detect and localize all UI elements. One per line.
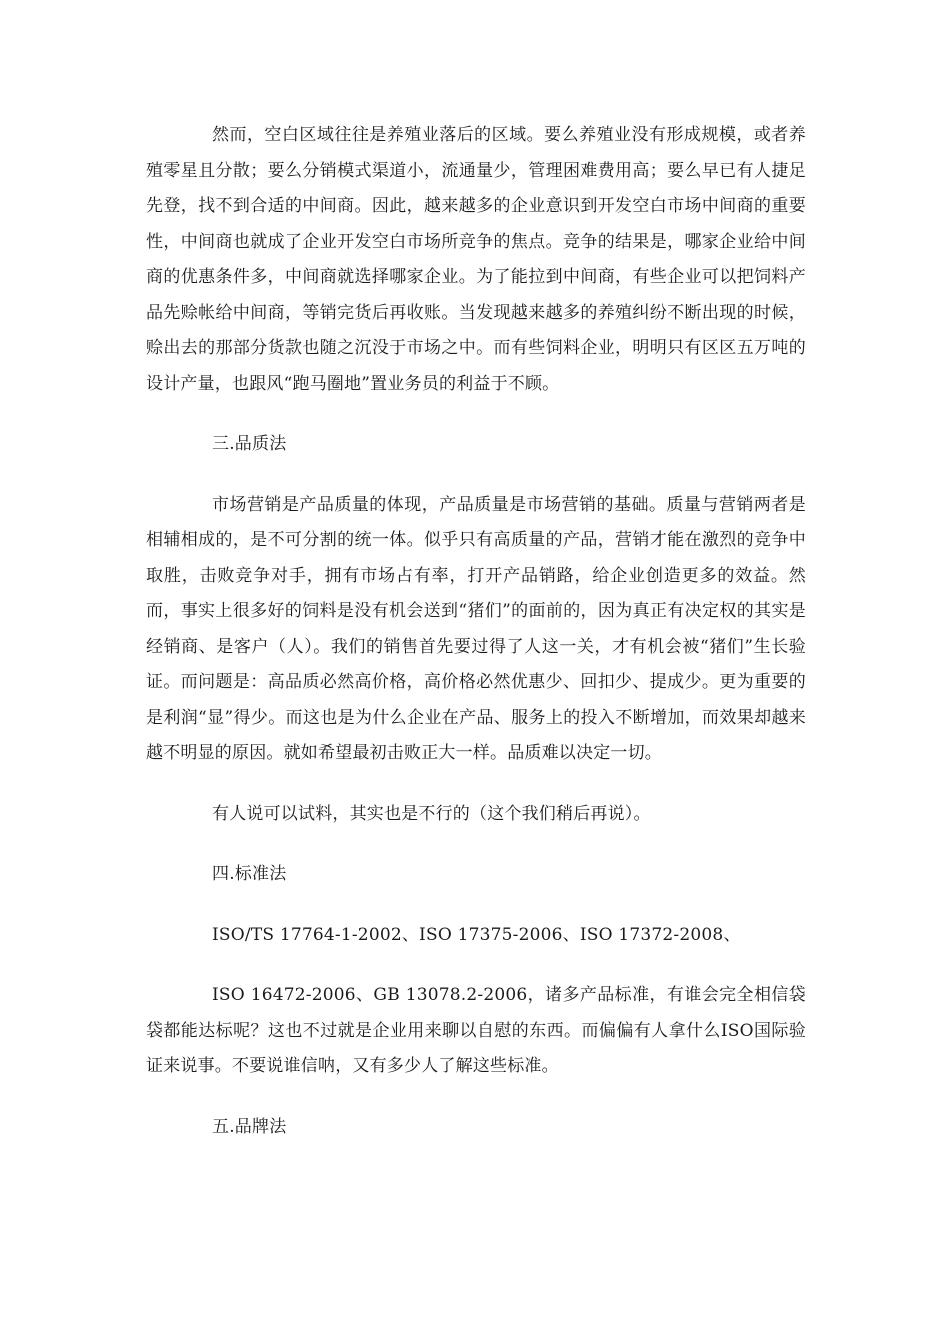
spacer: [146, 463, 806, 488]
spacer: [146, 402, 806, 427]
spacer: [146, 832, 806, 857]
spacer: [146, 1085, 806, 1110]
spacer: [146, 893, 806, 918]
section-heading-standard: 四.标准法: [212, 864, 287, 884]
spacer: [146, 953, 806, 978]
paragraph-blank-market: 然而，空白区域往往是养殖业落后的区域。要么养殖业没有形成规模，或者养殖零星且分散；要么分销模式渠道小，流通量少，管理困难费用高；要么早已有人捷足先登，找不到合适的中间商。因此，越来越多的企业意识到开发空白市场中间商的重要性，中间商也就成了企业开发空白市场所竞争的焦点。竞争的结果是，哪家企业给中间商的优惠条件多，中间商就选择哪家企业。为了能拉到中间商，有些企业可以把饲料产品先赊帐给中间商，等销完货后再收账。当发现越来越多的养殖纠纷不断出现的时候，赊出去的那部分货款也随之沉没于市场之中。而有些饲料企业，明明只有区区五万吨的设计产量，也跟风“跑马圈地”置业务员的利益于不顾。: [146, 125, 806, 394]
paragraph-quality: 市场营销是产品质量的体现，产品质量是市场营销的基础。质量与营销两者是相辅相成的，是不可分割的统一体。似乎只有高质量的产品，营销才能在激烈的竞争中取胜，击败竞争对手，拥有市场占有率，打开产品销路，给企业创造更多的效益。然而，事实上很多好的饲料是没有机会送到“猪们”的面前的，因为真正有决定权的其实是经销商、是客户（人）。我们的销售首先要过得了人这一关，才有机会被“猪们”生长验证。而问题是：高品质必然高价格，高价格必然优惠少、回扣少、提成少。更为重要的是利润“显”得少。而这也是为什么企业在产品、服务上的投入不断增加，而效果却越来越不明显的原因。就如希望最初击败正大一样。品质难以决定一切。: [146, 494, 806, 763]
paragraph-iso-list: ISO/TS 17764-1-2002、ISO 17375-2006、ISO 17372-2008、: [212, 924, 741, 945]
section-heading-quality: 三.品质法: [212, 434, 287, 454]
paragraph-trial-feed: 有人说可以试料，其实也是不行的（这个我们稍后再说）。: [212, 803, 651, 824]
paragraph-standards: ISO 16472-2006、GB 13078.2-2006，诸多产品标准，有谁会完全相信袋袋都能达标呢？这也不过就是企业用来聊以自慰的东西。而偏偏有人拿什么ISO国际验证来说事。不要说谁信呐，又有多少人了解这些标准。: [146, 985, 806, 1076]
section-heading-brand: 五.品牌法: [212, 1116, 287, 1137]
document-body: [146, 118, 806, 1145]
spacer: [146, 772, 806, 797]
